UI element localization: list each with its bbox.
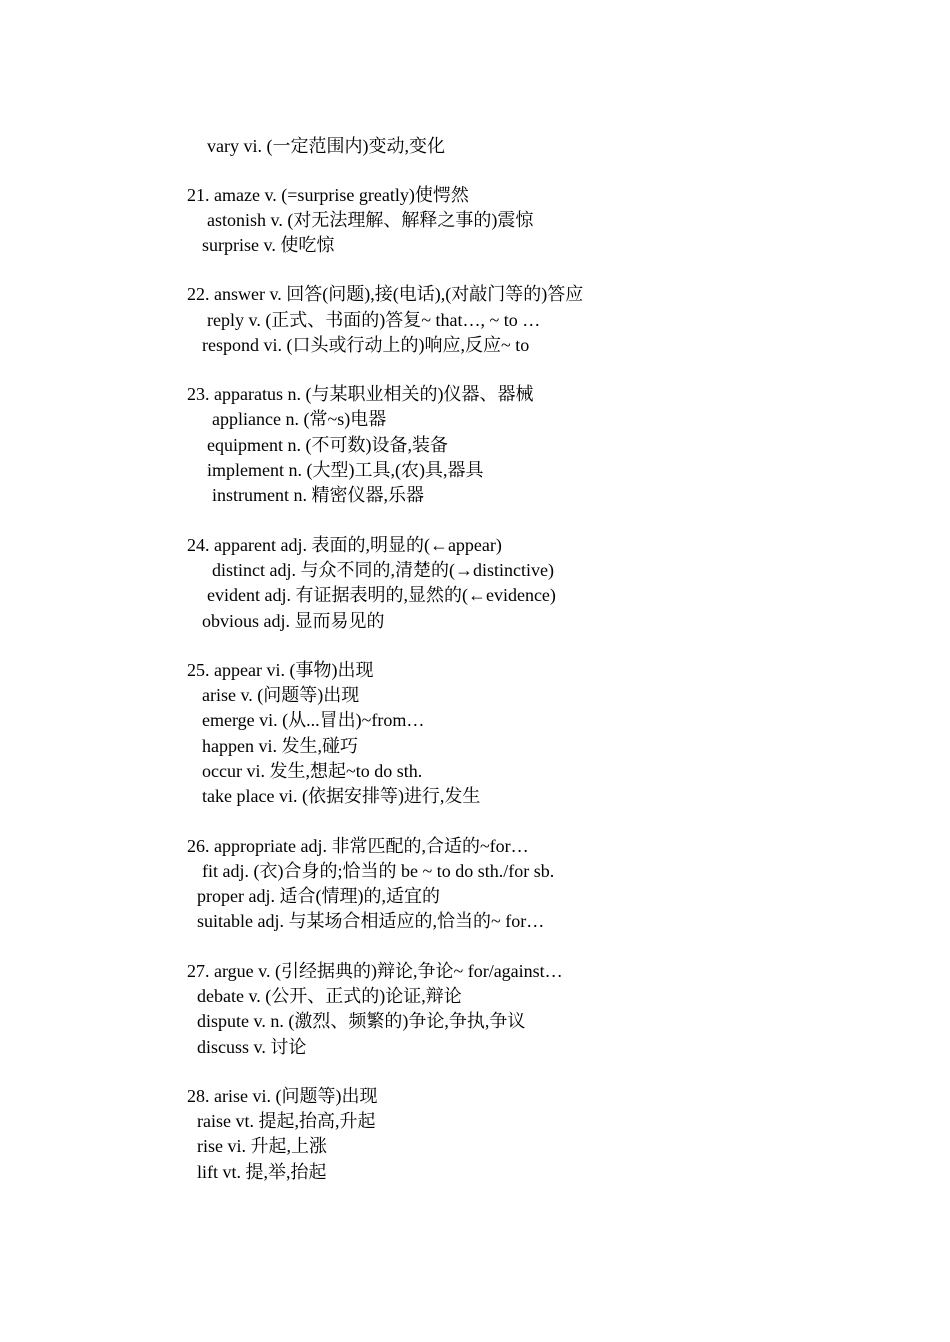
text-line: fit adj. (衣)合身的;恰当的 be ~ to do sth./for sb. — [202, 861, 555, 881]
entry-heading: 23. apparatus n. (与某职业相关的)仪器、器械 — [187, 384, 534, 404]
text-line: distinct adj. 与众不同的,清楚的(→distinctive) — [212, 560, 554, 580]
text-line: debate v. (公开、正式的)论证,辩论 — [197, 986, 462, 1006]
text-line: implement n. (大型)工具,(农)具,器具 — [207, 460, 484, 480]
entry-heading: 24. apparent adj. 表面的,明显的(←appear) — [187, 535, 502, 555]
text-line: obvious adj. 显而易见的 — [202, 611, 385, 631]
entry-heading: 25. appear vi. (事物)出现 — [187, 660, 374, 680]
text-line: happen vi. 发生,碰巧 — [202, 736, 358, 756]
text-line: take place vi. (依据安排等)进行,发生 — [202, 786, 481, 806]
text-line: raise vt. 提起,抬高,升起 — [197, 1111, 376, 1131]
text-line: equipment n. (不可数)设备,装备 — [207, 435, 448, 455]
entry-heading: 28. arise vi. (问题等)出现 — [187, 1086, 378, 1106]
text-line: dispute v. n. (激烈、频繁的)争论,争执,争议 — [197, 1011, 526, 1031]
text-line: occur vi. 发生,想起~to do sth. — [202, 761, 423, 781]
entry-heading: 21. amaze v. (=surprise greatly)使愕然 — [187, 185, 469, 205]
text-line: astonish v. (对无法理解、解释之事的)震惊 — [207, 210, 534, 230]
entry-heading: 27. argue v. (引经据典的)辩论,争论~ for/against… — [187, 961, 563, 981]
text-line: emerge vi. (从...冒出)~from… — [202, 710, 425, 730]
entry-heading: 22. answer v. 回答(问题),接(电话),(对敲门等的)答应 — [187, 284, 584, 304]
text-line: rise vi. 升起,上涨 — [197, 1136, 327, 1156]
text-line: lift vt. 提,举,抬起 — [197, 1162, 327, 1182]
text-line: vary vi. (一定范围内)变动,变化 — [207, 136, 445, 156]
text-line: reply v. (正式、书面的)答复~ that…, ~ to … — [207, 310, 541, 330]
text-line: respond vi. (口头或行动上的)响应,反应~ to — [202, 335, 530, 355]
text-line: discuss v. 讨论 — [197, 1037, 307, 1057]
text-line: surprise v. 使吃惊 — [202, 235, 335, 255]
text-line: appliance n. (常~s)电器 — [212, 409, 387, 429]
text-line: arise v. (问题等)出现 — [202, 685, 360, 705]
text-line: suitable adj. 与某场合相适应的,恰当的~ for… — [197, 911, 545, 931]
text-line: instrument n. 精密仪器,乐器 — [212, 485, 424, 505]
entry-heading: 26. appropriate adj. 非常匹配的,合适的~for… — [187, 836, 529, 856]
text-line: evident adj. 有证据表明的,显然的(←evidence) — [207, 585, 556, 605]
text-line: proper adj. 适合(情理)的,适宜的 — [197, 886, 440, 906]
